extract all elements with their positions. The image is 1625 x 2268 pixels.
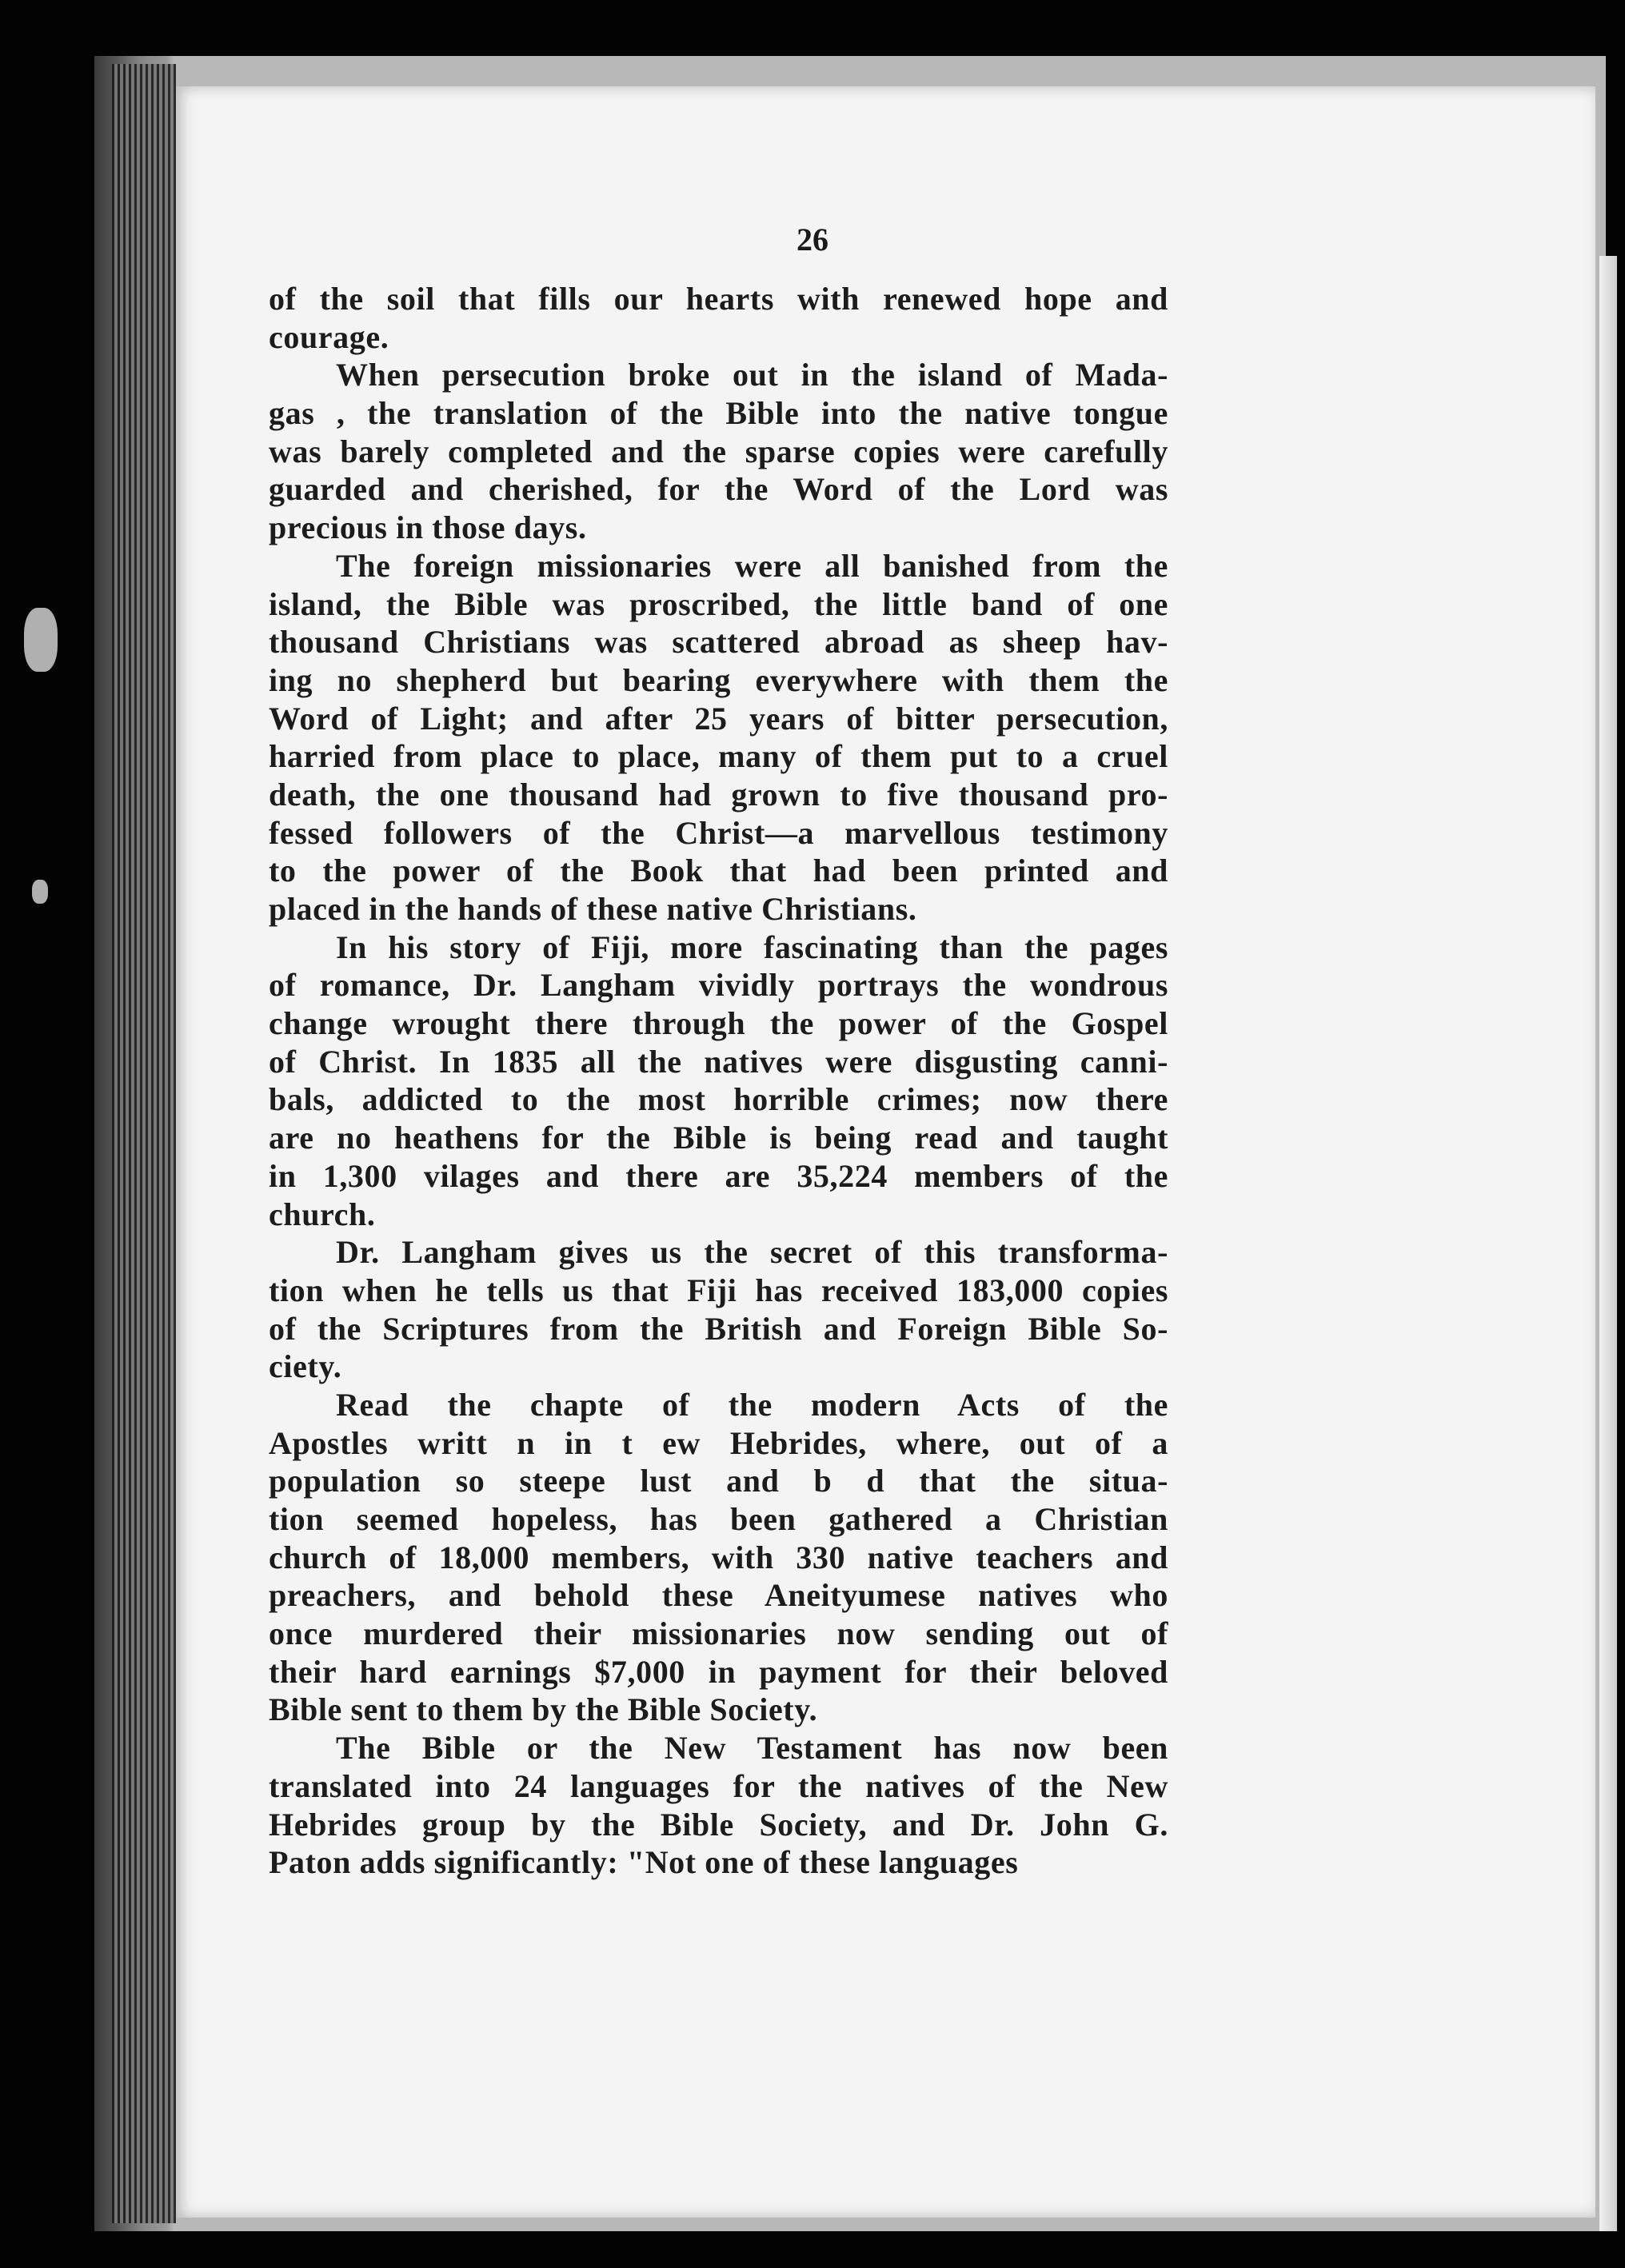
- paragraph: [269, 547, 1168, 928]
- text-line: The foreign missionaries were all banished from the: [336, 547, 1168, 584]
- text-line: in 1,300 vilages and there are 35,224 members of the: [269, 1157, 1168, 1194]
- paragraph: [269, 1386, 1168, 1729]
- page-body-text: [269, 280, 1168, 1882]
- text-line: Bible sent to them by the Bible Society.: [269, 1691, 818, 1728]
- text-line: tion seemed hopeless, has been gathered a Christian: [269, 1501, 1168, 1537]
- text-line: of the soil that fills our hearts with renewed hope and: [269, 281, 1168, 317]
- text-line: Paton adds significantly: "Not one of these languages: [269, 1844, 1019, 1881]
- scan-artifact: [24, 608, 58, 672]
- paragraph: [269, 1233, 1168, 1386]
- text-line: ciety.: [269, 1348, 342, 1385]
- paragraph: [269, 280, 1168, 356]
- text-line: harried from place to place, many of them put to a cruel: [269, 738, 1168, 775]
- text-line: death, the one thousand had grown to five thousand pro-: [269, 776, 1168, 813]
- text-line: fessed followers of the Christ—a marvellous testimony: [269, 814, 1168, 851]
- text-line: Read the chapte of the modern Acts of the: [336, 1386, 1168, 1423]
- text-line: gas , the translation of the Bible into the native tongue: [269, 395, 1168, 432]
- scan-artifact: [32, 880, 48, 904]
- page-right-edge: [1599, 256, 1617, 2231]
- paragraph: [269, 1729, 1168, 1882]
- text-line: Word of Light; and after 25 years of bitter persecution,: [269, 700, 1168, 737]
- text-line: courage.: [269, 318, 389, 355]
- page-stack-edge: [112, 64, 176, 2223]
- text-line: thousand Christians was scattered abroad as sheep hav-: [269, 624, 1168, 661]
- text-line: of the Scriptures from the British and Foreign Bible So-: [269, 1310, 1168, 1347]
- text-line: church of 18,000 members, with 330 native teachers and: [269, 1539, 1168, 1575]
- text-line: ing no shepherd but bearing everywhere with them the: [269, 661, 1168, 698]
- paragraph: [269, 356, 1168, 546]
- text-line: tion when he tells us that Fiji has received 183,000 copies: [269, 1272, 1168, 1308]
- text-line: island, the Bible was proscribed, the little band of one: [269, 585, 1168, 622]
- text-line: preachers, and behold these Aneityumese natives who: [269, 1577, 1168, 1614]
- text-line: are no heathens for the Bible is being read and taught: [269, 1120, 1168, 1156]
- text-line: When persecution broke out in the island of Mada-: [336, 357, 1168, 393]
- text-line: The Bible or the New Testament has now been: [336, 1730, 1168, 1767]
- text-line: population so steepe lust and b d that the situa-: [269, 1463, 1168, 1499]
- text-line: Apostles writt n in t ew Hebrides, where, out of a: [269, 1424, 1168, 1461]
- page-number: 26: [797, 222, 828, 258]
- text-line: of Christ. In 1835 all the natives were disgusting canni-: [269, 1043, 1168, 1080]
- text-line: Hebrides group by the Bible Society, and Dr. John G.: [269, 1806, 1168, 1843]
- text-line: In his story of Fiji, more fascinating than the pages: [336, 928, 1168, 965]
- text-line: their hard earnings $7,000 in payment for their beloved: [269, 1653, 1168, 1690]
- text-line: to the power of the Book that had been printed and: [269, 852, 1168, 889]
- text-line: precious in those days.: [269, 509, 587, 546]
- text-line: translated into 24 languages for the natives of the New: [269, 1767, 1168, 1804]
- text-line: church.: [269, 1196, 376, 1232]
- text-line: placed in the hands of these native Christians.: [269, 891, 917, 927]
- text-line: Dr. Langham gives us the secret of this transforma-: [336, 1234, 1168, 1271]
- text-line: of romance, Dr. Langham vividly portrays the wondrous: [269, 967, 1168, 1004]
- paragraph: [269, 928, 1168, 1234]
- text-line: once murdered their missionaries now sending out of: [269, 1615, 1168, 1652]
- text-line: was barely completed and the sparse copies were carefully: [269, 433, 1168, 469]
- text-line: bals, addicted to the most horrible crimes; now there: [269, 1081, 1168, 1118]
- text-line: change wrought there through the power of the Gospel: [269, 1005, 1168, 1042]
- text-line: guarded and cherished, for the Word of the Lord was: [269, 471, 1168, 508]
